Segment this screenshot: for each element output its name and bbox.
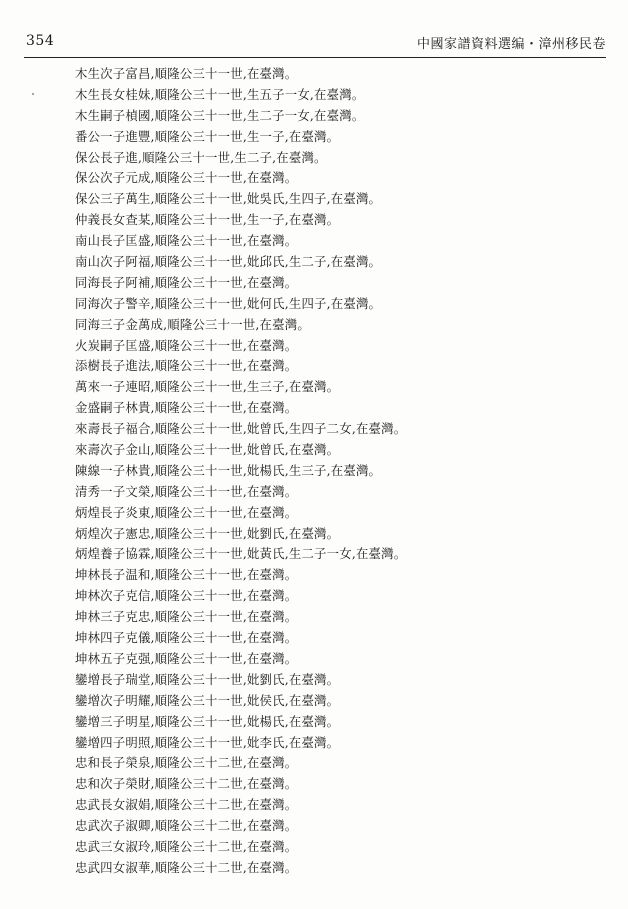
genealogy-entry: 鑾增三子明星,順隆公三十一世,妣楊氏,在臺灣。	[75, 713, 340, 729]
genealogy-entry: 添樹長子進法,順隆公三十一世,在臺灣。	[75, 358, 298, 374]
running-title: 中國家譜資料選编・漳州移民卷	[416, 37, 606, 52]
genealogy-entry: 木生長女桂妹,順隆公三十一世,生五子一女,在臺灣。	[75, 86, 365, 102]
genealogy-entry: 鑾增四子明照,順隆公三十一世,妣李氏,在臺灣。	[75, 734, 340, 750]
genealogy-entry: 忠和次子榮財,順隆公三十二世,在臺灣。	[75, 776, 298, 792]
genealogy-entry: 坤林四子克儀,順隆公三十一世,在臺灣。	[75, 630, 298, 646]
genealogy-entry: 保公三子萬生,順隆公三十一世,妣吳氏,生四子,在臺灣。	[75, 191, 382, 207]
genealogy-entry: 炳煌長子炎東,順隆公三十一世,在臺灣。	[75, 504, 298, 520]
genealogy-entry: 忠武次子淑卿,順隆公三十二世,在臺灣。	[75, 818, 298, 834]
genealogy-entry: 坤林次子克信,順隆公三十一世,在臺灣。	[75, 588, 298, 604]
genealogy-entry: 同海次子警辛,順隆公三十一世,妣何氏,生四子,在臺灣。	[75, 295, 382, 311]
genealogy-entry: 金盛嗣子林貴,順隆公三十一世,在臺灣。	[75, 400, 298, 416]
genealogy-entry: 番公一子進豐,順隆公三十一世,生一子,在臺灣。	[75, 128, 340, 144]
genealogy-entry: 南山長子匡盛,順隆公三十一世,在臺灣。	[75, 233, 298, 249]
genealogy-entry: 萬來一子連昭,順隆公三十一世,生三子,在臺灣。	[75, 379, 340, 395]
genealogy-entry: 忠和長子榮泉,順隆公三十二世,在臺灣。	[75, 755, 298, 771]
scan-speck	[32, 93, 34, 95]
genealogy-entry: 坤林三子克忠,順隆公三十一世,在臺灣。	[75, 609, 298, 625]
genealogy-entry: 保公次子元成,順隆公三十一世,在臺灣。	[75, 170, 298, 186]
genealogy-entry-list	[75, 64, 406, 879]
page-number: 354	[26, 33, 55, 49]
genealogy-entry: 炳煌養子協霖,順隆公三十一世,妣黃氏,生二子一女,在臺灣。	[75, 546, 407, 562]
genealogy-entry: 陳線一子林貴,順隆公三十一世,妣楊氏,生三子,在臺灣。	[75, 462, 382, 478]
genealogy-entry: 忠武長女淑娟,順隆公三十二世,在臺灣。	[75, 797, 298, 813]
genealogy-entry: 忠武四女淑華,順隆公三十二世,在臺灣。	[75, 859, 298, 875]
genealogy-entry: 來壽次子金山,順隆公三十一世,妣曾氏,在臺灣。	[75, 442, 340, 458]
genealogy-entry: 忠武三女淑玲,順隆公三十二世,在臺灣。	[75, 838, 298, 854]
genealogy-entry: 仲義長女查某,順隆公三十一世,生一子,在臺灣。	[75, 212, 340, 228]
page-header	[24, 33, 606, 58]
genealogy-entry: 坤林長子温和,順隆公三十一世,在臺灣。	[75, 567, 298, 583]
genealogy-entry: 同海長子阿補,順隆公三十一世,在臺灣。	[75, 274, 298, 290]
genealogy-entry: 木生次子富昌,順隆公三十一世,在臺灣。	[75, 66, 298, 81]
genealogy-entry: 木生嗣子楨國,順隆公三十一世,生二子一女,在臺灣。	[75, 107, 365, 123]
genealogy-entry: 炳煌次子憲忠,順隆公三十一世,妣劉氏,在臺灣。	[75, 525, 340, 541]
genealogy-entry: 保公長子進,順隆公三十一世,生二子,在臺灣。	[75, 149, 327, 165]
genealogy-entry: 同海三子金萬成,順隆公三十一世,在臺灣。	[75, 316, 310, 332]
genealogy-entry: 鑾增長子瑞堂,順隆公三十一世,妣劉氏,在臺灣。	[75, 671, 340, 687]
genealogy-entry: 來壽長子福合,順隆公三十一世,妣曾氏,生四子二女,在臺灣。	[75, 421, 407, 437]
genealogy-entry: 南山次子阿福,順隆公三十一世,妣邱氏,生二子,在臺灣。	[75, 254, 382, 270]
genealogy-entry: 坤林五子克强,順隆公三十一世,在臺灣。	[75, 650, 298, 666]
genealogy-entry: 火炭嗣子匡盛,順隆公三十一世,在臺灣。	[75, 337, 298, 353]
genealogy-entry: 鑾增次子明耀,順隆公三十一世,妣侯氏,在臺灣。	[75, 692, 340, 708]
genealogy-entry: 清秀一子文榮,順隆公三十一世,在臺灣。	[75, 483, 298, 499]
